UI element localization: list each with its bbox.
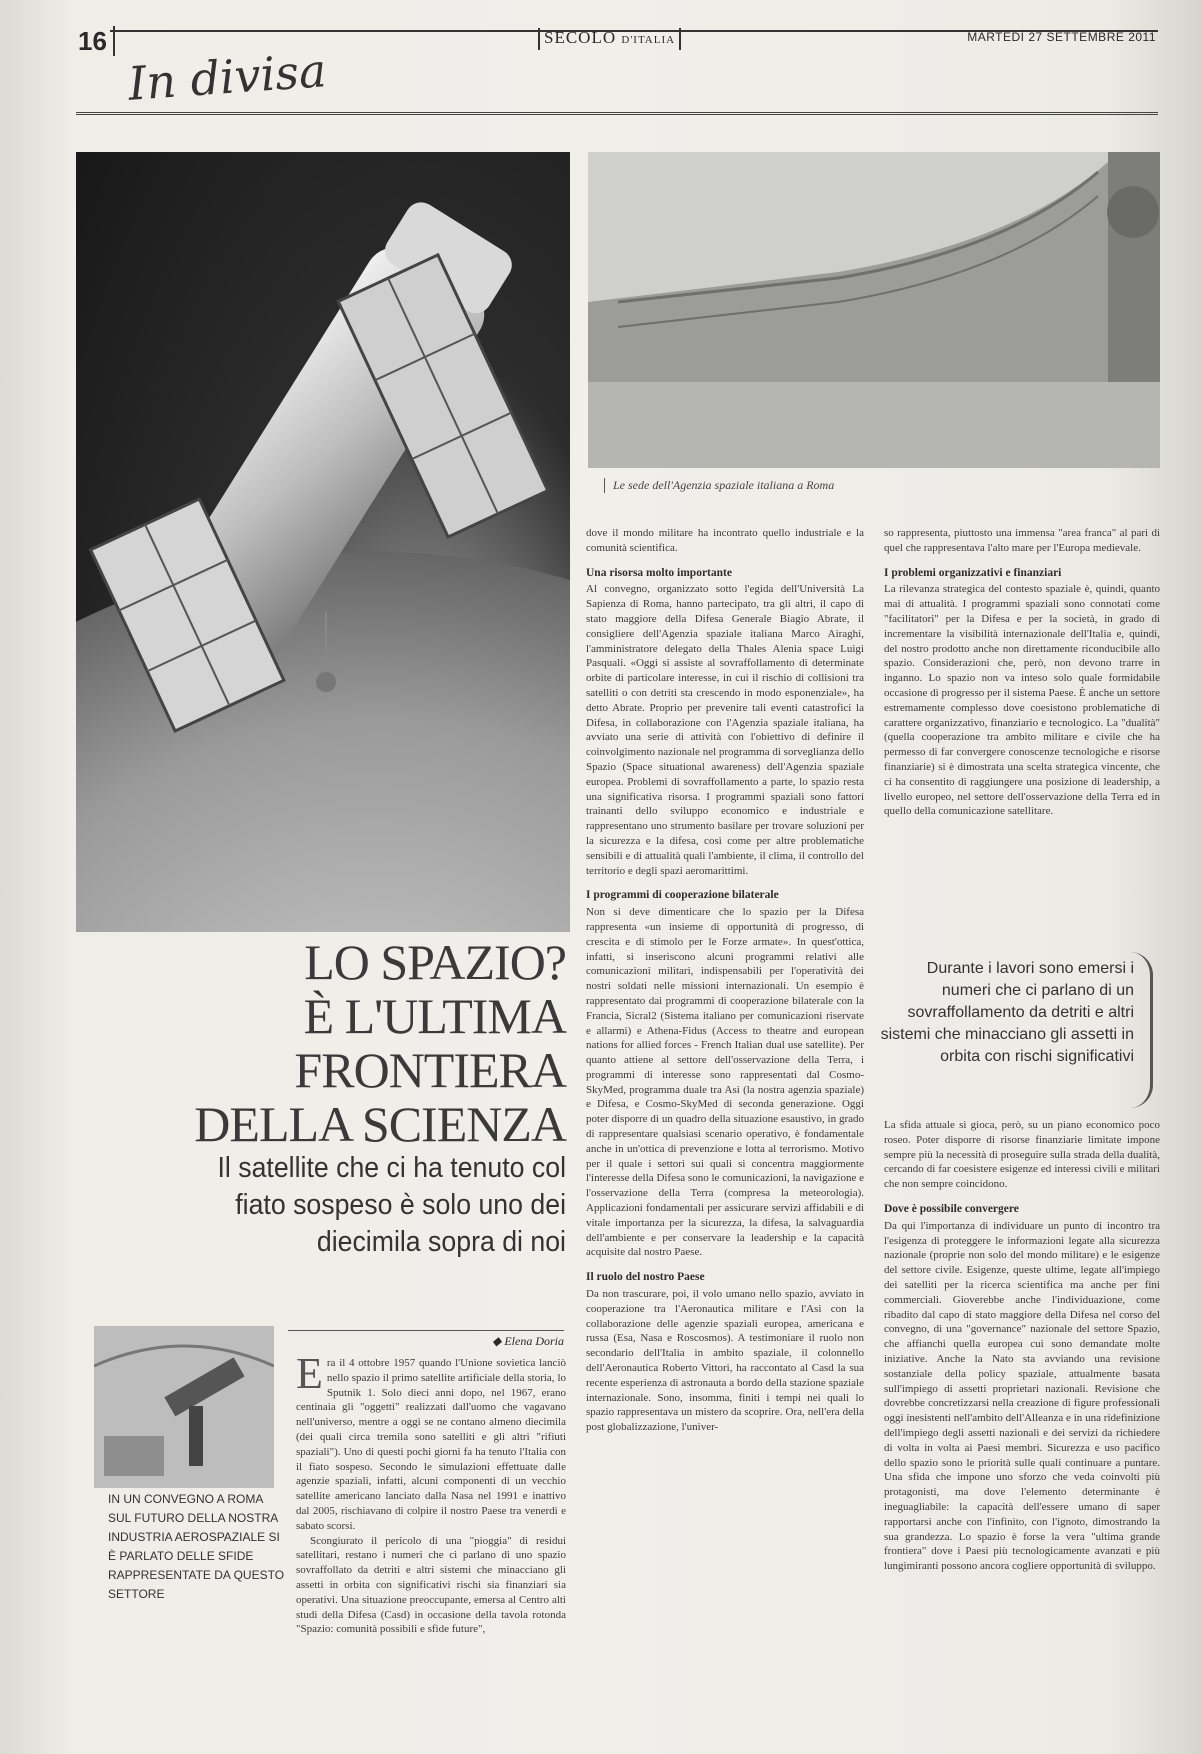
article-column-3-top [884, 526, 1160, 932]
headline [140, 935, 566, 1151]
headline-line: DELLA SCIENZA [194, 1096, 566, 1152]
paragraph: so rappresenta, piuttosto una immensa "area franca" al pari di quel che rappresentava l'alto mare per l'Europa medievale. [884, 527, 1160, 554]
section-heading: I programmi di cooperazione bilaterale [586, 889, 779, 902]
section-title: In divisa [126, 43, 328, 111]
article-column-1 [296, 1356, 566, 1736]
satellite-photo [76, 152, 570, 932]
headline-line: È L'ULTIMA [303, 988, 566, 1044]
observatory-photo [94, 1326, 274, 1488]
satellite-illustration [76, 152, 570, 932]
article-column-2 [586, 526, 864, 1736]
article-column-3-bottom [884, 1118, 1160, 1736]
subheadline: Il satellite che ci ha tenuto col fiato sospeso è solo uno dei diecimila sopra di noi [217, 1152, 566, 1258]
plaza [588, 382, 1160, 468]
photo-caption: Le sede dell'Agenzia spaziale italiana a Roma [604, 478, 834, 493]
issue-date: MARTEDÌ 27 SETTEMBRE 2011 [967, 30, 1156, 44]
paragraph: Non si deve dimenticare che lo spazio per la Difesa rappresenta «un insieme di opportunità di progresso, di crescita e di stimolo per le Forze armate». In quest'ottica, infatti, si inseriscono alcuni programmi relativi alle comunicazioni militari, indispensabili per l'operatività dei nostri soldati nelle missioni internazionali. Un esempio è rappresentato dai programmi di cooperazione bilaterale con la Francia, Sicral2 (Sistema italiano per comunicazioni riservate e allarmi) e Athena-Fidus (Access to theatre and european nations for allied forces - French Italian dual use satellite). Per quanto attiene al settore dell'osservazione della Terra, i programmi di interesse sono rappresentati dal Cosmo-SkyMed, programma duale tra Asi (la nostra agenzia spaziale) e Difesa, e Cosmo-SkyMed di seconda generazione. Oggi poter disporre di un quadro della situazione esaustivo, in grado di rappresentare qualsiasi scenario operativo, è fondamentale anche in un'ottica di prevenzione e lotta al terrorismo. Motivo per il quale i settori sui quali si concentra maggiormente l'interesse della Difesa sono le comunicazioni, la navigazione e l'osservazione della Terra (compresa la meteorologia). Applicazioni fondamentali per assicurare servizi affidabili e di vitale importanza per la sicurezza, la difesa, la salvaguardia dell'ambiente e per conservare la leadership e la capacità acquisite dal nostro Paese. [586, 906, 864, 1259]
masthead-subtitle: D'ITALIA [621, 34, 676, 46]
agency-building-photo [588, 152, 1160, 468]
pull-quote: Durante i lavori sono emersi i numeri che ci parlano di un sovraffollamento da detriti e altri sistemi che minacciano gli assetti in orbita con rischi significativi [880, 960, 1134, 1065]
paragraph: Scongiurato il pericolo di una "pioggia" di residui satellitari, restano i numeri che ci parlano di uno spazio sovraffollato da detriti e altri sistemi che minacciano gli assetti in orbita con significativi rischi sia finanziari sia operativi. Una situazione preoccupante, emersa al Centro alti studi della Difesa (Casd) in occasione della tavola rotonda "Spazio: comunità possibili e sfide future", [296, 1534, 566, 1636]
paragraph: Al convegno, organizzato sotto l'egida dell'Università La Sapienza di Roma, hanno partecipato, tra gli altri, il capo di stato maggiore della Difesa Generale Biagio Abrate, il consigliere dell'Agenzia spaziale italiana Marco Airaghi, l'amministratore delegato della Thales Alenia space Luigi Pasquali. «Oggi si assiste al sovraffollamento di determinate orbite di particolare interesse, in cui il rischio di collisioni tra satelliti o con detriti sta crescendo in modo esponenziale», ha detto Abrate. Proprio per prevenire tali eventi catastrofici la Difesa, in collaborazione con l'Agenzia spaziale italiana, ha avviato una serie di attività con l'obiettivo di definire il coinvolgimento nazionale nel programma di sorveglianza dello Spazio (Space situational awareness) dell'Agenzia spaziale europea. Problemi di sovraffollamento a parte, lo spazio resta una significativa risorsa. I programmi spaziali sono fattori trainanti dello sviluppo economico e industriale e rappresentano uno strumento basilare per trovare soluzioni per la sicurezza e la difesa, così come per altre problematiche sensibili e di attualità quali l'ambiente, il clima, il controllo del territorio e degli spazi aeromarittimi. [586, 583, 864, 877]
observatory-illustration [94, 1326, 274, 1488]
building-illustration [588, 152, 1160, 468]
drop-cap: E [296, 1356, 323, 1398]
paragraph: Da qui l'importanza di individuare un punto di incontro tra l'esigenza di proteggere le informazioni legate alla sicurezza nazionale (proprie non solo del mondo militare) e le esigenze del settore civile. Esigenze, queste ultime, legate all'impiego dei satelliti per la ricerca scientifica ma anche per fini commerciali. Gioverebbe anche l'individuazione, come ribadito dal capo di stato maggiore della Difesa nel corso del convegno, di una "governance" nazionale del settore Spazio, che affianchi quella europea cui sono demandate molte iniziative. Anche la Nato sta avviando una revisione sostanziale della policy spaziale, attualmente basata sull'impiego di assetti proprietari nazionali. Revisione che dovrebbe concretizzarsi nella creazione di figure professionali oggi inesistenti nell'ambito dell'Alleanza e in una ridefinizione dell'impiego degli assetti nazionali e dei servizi da richiedere di volta in volta ai Paesi membri. Sicurezza e uso pacifico dello spazio sono le priorità sulle quali continuare a puntare. Una sfida che impone uno sforzo che veda coinvolti più protagonisti, ma dove l'elemento determinante è ineguagliabile: la capacità dell'essere umano di saper rapportarsi anche con l'infinito, con l'ignoto, dimostrando la sua grandezza. Lo spazio è forse la vera "ultima grande frontiera" dove i Paesi più tecnologicamente avanzati e più lungimiranti possono ancora cogliere opportunità di sviluppo. [884, 1219, 1160, 1573]
masthead-title: SECOLO [544, 28, 617, 47]
author-name: Elena Doria [504, 1334, 564, 1348]
section-heading: I problemi organizzativi e finanziari [884, 566, 1062, 579]
headline-line: LO SPAZIO? [304, 934, 566, 990]
paragraph: ra il 4 ottobre 1957 quando l'Unione sovietica lanciò nello spazio il primo satellite artificiale della storia, lo Sputnik 1. Solo dieci anni dopo, nel 1967, erano centinaia gli "oggetti" realizzati dall'uomo che vagavano nell'universo, mentre a oggi se ne contano almeno diecimila (dei quali circa tremila sono satelliti e gli altri "rifiuti spaziali"). Uno di questi pochi giorni fa ha tenuto l'Italia con il fiato sospeso. Secondo le simulazioni effettuate dalle agenzie spaziali, infatti, alcuni componenti di un vecchio satellite americano lanciato dalla Nasa nel 1991 e inattivo dal 2005, rischiavano di colpire il nostro Paese tra venerdì e sabato scorsi. [296, 1357, 566, 1532]
section-heading: Il ruolo del nostro Paese [586, 1271, 705, 1284]
paragraph: Da non trascurare, poi, il volo umano nello spazio, avviato in cooperazione tra l'Aeronautica militare e l'Asi con la collaborazione delle agenzie spaziali europea, americana e russa (Esa, Nasa e Roscosmos). A testimoniare il ruolo non secondario dell'Italia in ambito spaziale, il colonnello dell'Aeronautica Roberto Vittori, ha raccontato al Casd la sua recente esperienza di astronauta a bordo della stazione spaziale internazionale. Sono, insomma, finiti i tempi nei quali lo spazio rappresentava un mistero da scoprire. Ora, nell'era della post globalizzazione, l'univer- [586, 1288, 864, 1434]
masthead [538, 28, 681, 50]
page-number: 16 [78, 26, 115, 56]
pull-quote-brace [1130, 952, 1153, 1108]
section-heading: Una risorsa molto importante [586, 566, 732, 579]
paragraph: La rilevanza strategica del contesto spaziale è, quindi, quanto mai di attualità. I programmi spaziali sono connotati come "facilitatori" per la Difesa e per la società, in grado di incrementare la visibilità internazionale dell'Italia e, quindi, del nostro prodotto anche non direttamente riconducibile allo spazio. Considerazioni che, però, non devono trarre in inganno. Lo spazio non va inteso solo quale formidabile occasione di progresso per il sistema Paese. È anche un settore estremamente complesso dove coesistono problematiche di carattere organizzativo, finanziario e tecnologico. La "dualità" (quella cooperazione tra ambito militare e civile che ha permesso di far convergere conoscenze tecnologiche e risorse finanziarie) si è dimostrata una scelta strategica vincente, che ci ha consentito di raggiungere una posizione di leadership, a livello europeo, nel settore dell'osservazione della Terra ed in quello della comunicazione satellitare. [884, 583, 1160, 818]
headline-line: FRONTIERA [294, 1042, 566, 1098]
antenna-dish [316, 672, 336, 692]
section-heading: Dove è possibile convergere [884, 1202, 1019, 1215]
kicker-text: IN UN CONVEGNO A ROMA SUL FUTURO DELLA NOSTRA INDUSTRIA AEROSPAZIALE SI È PARLATO DELLE SFIDE RAPPRESENTATE DA QUESTO SETTORE [108, 1492, 285, 1601]
paragraph: La sfida attuale si gioca, però, su un piano economico poco roseo. Poter disporre di risorse finanziarie limitate impone sempre più la necessità di proseguire sulla strada della dualità, cercando di far coesistere esigenze ed interessi civili e militari che non sempre coincidono. [884, 1119, 1160, 1191]
byline: ◆ Elena Doria [288, 1330, 564, 1349]
section-rule [76, 112, 1158, 115]
paragraph: dove il mondo militare ha incontrato quello industriale e la comunità scientifica. [586, 527, 864, 554]
